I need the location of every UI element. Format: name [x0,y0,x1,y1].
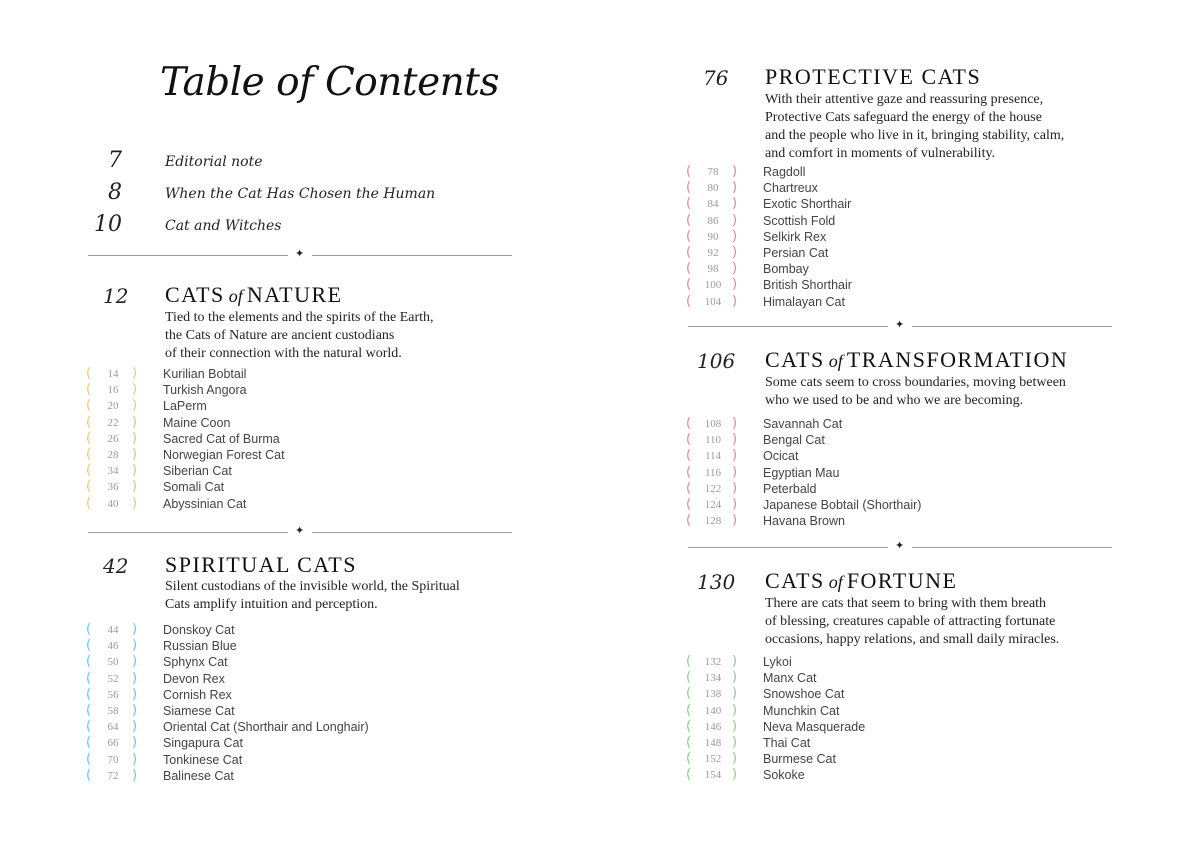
crescent-moon-right-icon: ) [132,398,138,414]
title-word: CATS [765,568,825,593]
entry-page-number: 80 [707,182,719,195]
entry-title: Norwegian Forest Cat [163,447,285,462]
entry-title: Burmese Cat [763,752,836,767]
entry-title: Sokoke [763,768,805,783]
entry-title: Thai Cat [763,735,811,750]
entry-title: British Shorthair [763,278,852,293]
entry-title: Siamese Cat [163,703,235,718]
entry-title: Lykoi [763,655,792,669]
section-page-number: 76 [703,66,729,90]
crescent-moon-right-icon: ) [732,513,738,529]
crescent-moon-right-icon: ) [732,277,738,293]
crescent-moon-left-icon: ( [86,767,92,783]
entry-title: Sacred Cat of Burma [163,431,280,446]
crescent-moon-left-icon: ( [686,261,692,277]
crescent-moon-left-icon: ( [86,670,92,686]
crescent-moon-right-icon: ) [732,670,738,686]
title-word: CATS [165,282,225,307]
entry-page-number: 28 [107,448,119,461]
entry-title: LaPerm [163,399,207,414]
star-ornament-icon: ✦ [295,247,305,260]
crescent-moon-left-icon: ( [86,398,92,414]
crescent-moon-right-icon: ) [132,670,138,686]
entry-title: Cornish Rex [163,687,232,702]
desc-line: Some cats seem to cross boundaries, moving between [765,375,1066,390]
crescent-moon-left-icon: ( [686,751,692,767]
page-title: Table of Contents [160,60,499,105]
entry-page-number: 124 [704,498,722,511]
entry-page-number: 36 [107,481,119,494]
section-divider [88,249,512,263]
crescent-moon-left-icon: ( [86,751,92,767]
crescent-moon-left-icon: ( [686,718,692,734]
entry-page-number: 148 [704,736,722,749]
crescent-moon-right-icon: ) [732,734,738,750]
section-page-number: 106 [697,349,736,373]
entry-page-number: 16 [107,384,119,397]
entry-page-number: 72 [107,769,119,782]
crescent-moon-right-icon: ) [732,464,738,480]
intro-title: When the Cat Has Chosen the Human [165,186,436,202]
crescent-moon-left-icon: ( [86,382,92,398]
intro-page-number: 7 [108,148,122,173]
crescent-moon-right-icon: ) [732,228,738,244]
entry-page-number: 138 [704,688,722,701]
entry-page-number: 92 [707,246,719,259]
desc-line: the Cats of Nature are ancient custodians [165,328,395,343]
entry-title: Havana Brown [763,514,845,529]
entry-page-number: 154 [704,769,722,782]
entry-page-number: 98 [707,263,719,276]
entry-page-number: 46 [107,640,119,653]
section-divider [88,526,512,540]
entry-page-number: 134 [704,672,722,685]
title-word: CATS [765,347,825,372]
crescent-moon-right-icon: ) [732,432,738,448]
entry-title: Singapura Cat [163,736,243,751]
crescent-moon-right-icon: ) [132,463,138,479]
crescent-moon-right-icon: ) [132,366,138,381]
entry-page-number: 140 [704,704,722,717]
crescent-moon-left-icon: ( [686,293,692,309]
entry-page-number: 34 [107,465,119,478]
entry-title: Kurilian Bobtail [163,367,247,381]
entry-page-number: 50 [107,656,119,669]
entry-page-number: 86 [707,214,719,227]
entry-title: Bengal Cat [763,433,825,448]
entry-title: Somali Cat [163,480,225,495]
entry-page-number: 64 [107,721,119,734]
desc-line: and the people who live in it, bringing stability, calm, [765,128,1065,143]
crescent-moon-right-icon: ) [732,244,738,260]
entry-page-number: 104 [704,295,722,308]
entry-title: Chartreux [763,181,818,196]
entry-page-number: 128 [704,515,722,528]
desc-line: of their connection with the natural world. [165,346,402,361]
entry-page-number: 90 [707,230,719,243]
entry-title: Balinese Cat [163,768,234,783]
crescent-moon-right-icon: ) [732,496,738,512]
section-page-number: 12 [103,284,129,308]
entry-page-number: 44 [107,624,119,636]
crescent-moon-left-icon: ( [686,244,692,260]
intro-page-number: 8 [108,180,122,205]
crescent-moon-left-icon: ( [686,702,692,718]
crescent-moon-left-icon: ( [86,638,92,654]
section-description [765,374,1066,410]
crescent-moon-right-icon: ) [732,767,738,783]
crescent-moon-right-icon: ) [132,767,138,783]
crescent-moon-right-icon: ) [732,751,738,767]
crescent-moon-left-icon: ( [86,463,92,479]
crescent-moon-right-icon: ) [132,686,138,702]
intro-title: Cat and Witches [165,218,282,234]
crescent-moon-right-icon: ) [732,654,738,669]
right-page [600,0,1200,847]
crescent-moon-left-icon: ( [686,164,692,179]
title-of: of [828,572,843,592]
entry-title: Egyptian Mau [763,465,840,480]
title-of: of [828,351,843,371]
entry-page-number: 56 [107,688,119,701]
crescent-moon-left-icon: ( [686,480,692,496]
title-of: of [228,286,243,306]
section-page-number: 42 [103,554,129,578]
crescent-moon-right-icon: ) [732,718,738,734]
intro-entry[interactable] [0,212,600,242]
crescent-moon-left-icon: ( [86,735,92,751]
intro-entry[interactable] [0,180,600,210]
entry-page-number: 22 [107,416,119,429]
entry-page-number: 52 [107,672,119,685]
entry-title: Savannah Cat [763,417,843,431]
entry-title: Abyssinian Cat [163,496,247,511]
crescent-moon-left-icon: ( [686,448,692,464]
section-description [165,578,460,614]
entry-page-number: 108 [704,418,722,430]
entry-title: Turkish Angora [163,383,247,398]
entry-page-number: 114 [704,450,722,463]
entry-page-number: 122 [704,482,722,495]
entry-page-number: 58 [107,704,119,717]
crescent-moon-right-icon: ) [132,414,138,430]
entry-title: Scottish Fold [763,213,836,228]
entry-page-number: 146 [704,720,722,733]
crescent-moon-left-icon: ( [686,432,692,448]
crescent-moon-right-icon: ) [132,751,138,767]
crescent-moon-left-icon: ( [86,414,92,430]
desc-line: of blessing, creatures capable of attracting fortunate [765,614,1056,629]
entry-title: Bombay [763,262,809,277]
desc-line: and comfort in moments of vulnerability. [765,146,996,161]
entry-page-number: 40 [107,497,119,510]
section-title-fortune[interactable] [765,568,957,594]
entry-page-number: 152 [704,753,722,766]
entry-title: Manx Cat [763,671,817,686]
crescent-moon-left-icon: ( [686,767,692,783]
crescent-moon-left-icon: ( [686,496,692,512]
section-divider [688,541,1112,555]
crescent-moon-right-icon: ) [732,702,738,718]
desc-line: Tied to the elements and the spirits of the Earth, [165,310,434,325]
entry-title: Donskoy Cat [163,623,235,637]
crescent-moon-left-icon: ( [86,495,92,511]
desc-line: occasions, happy relations, and small daily miracles. [765,632,1060,647]
entry-title: Persian Cat [763,245,829,260]
entry-title: Oriental Cat (Shorthair and Longhair) [163,720,369,735]
entry-page-number: 26 [107,432,119,445]
desc-line: who we used to be and who we are becoming. [765,393,1024,408]
crescent-moon-left-icon: ( [86,446,92,462]
crescent-moon-left-icon: ( [686,212,692,228]
crescent-moon-right-icon: ) [132,446,138,462]
title-word: TRANSFORMATION [846,347,1069,372]
section-page-number: 130 [697,570,736,594]
section-divider [688,320,1112,334]
entry-title: Maine Coon [163,415,231,430]
crescent-moon-right-icon: ) [132,719,138,735]
crescent-moon-left-icon: ( [686,654,692,669]
crescent-moon-right-icon: ) [132,622,138,637]
crescent-moon-right-icon: ) [732,196,738,212]
crescent-moon-right-icon: ) [732,416,738,431]
entry-title: Japanese Bobtail (Shorthair) [763,497,922,512]
desc-line: With their attentive gaze and reassuring presence, [765,92,1044,107]
section-title-transformation[interactable] [765,347,1068,373]
entry-title: Peterbald [763,481,817,496]
entry-title: Himalayan Cat [763,294,845,309]
crescent-moon-left-icon: ( [86,702,92,718]
entry-title: Sphynx Cat [163,655,228,670]
crescent-moon-right-icon: ) [132,735,138,751]
crescent-moon-right-icon: ) [732,480,738,496]
entry-title: Russian Blue [163,639,237,654]
entry-page-number: 20 [107,400,119,413]
desc-line: There are cats that seem to bring with them breath [765,596,1047,611]
crescent-moon-left-icon: ( [86,366,92,381]
entry-page-number: 84 [707,198,719,211]
crescent-moon-left-icon: ( [86,622,92,637]
entry-title: Selkirk Rex [763,229,827,244]
entry-page-number: 70 [107,753,119,766]
section-description [165,309,434,363]
crescent-moon-left-icon: ( [686,277,692,293]
entry-page-number: 132 [704,656,722,668]
section-description [765,595,1059,649]
crescent-moon-left-icon: ( [686,416,692,431]
crescent-moon-left-icon: ( [86,719,92,735]
crescent-moon-right-icon: ) [732,448,738,464]
title-word: NATURE [246,282,343,307]
crescent-moon-right-icon: ) [732,212,738,228]
entry-title: Snowshoe Cat [763,687,845,702]
entry-title: Devon Rex [163,671,225,686]
intro-entry[interactable] [0,148,600,178]
crescent-moon-left-icon: ( [686,670,692,686]
crescent-moon-left-icon: ( [86,479,92,495]
entry-title: Exotic Shorthair [763,197,852,212]
crescent-moon-left-icon: ( [686,196,692,212]
crescent-moon-left-icon: ( [86,430,92,446]
entry-page-number: 110 [704,434,722,447]
desc-line: Silent custodians of the invisible world, the Spiritual [165,579,460,594]
desc-line: Protective Cats safeguard the energy of the house [765,110,1042,125]
entry-title: Ragdoll [763,165,806,179]
crescent-moon-right-icon: ) [132,430,138,446]
star-ornament-icon: ✦ [895,318,905,331]
crescent-moon-left-icon: ( [686,734,692,750]
crescent-moon-left-icon: ( [686,464,692,480]
entry-title: Siberian Cat [163,464,232,479]
star-ornament-icon: ✦ [295,524,305,537]
entry-page-number: 66 [107,737,119,750]
crescent-moon-right-icon: ) [732,261,738,277]
section-title-spiritual[interactable]: SPIRITUAL CATS [165,552,357,577]
desc-line: Cats amplify intuition and perception. [165,597,378,612]
crescent-moon-left-icon: ( [686,686,692,702]
crescent-moon-left-icon: ( [86,686,92,702]
section-title-protective[interactable]: PROTECTIVE CATS [765,64,982,89]
crescent-moon-left-icon: ( [686,513,692,529]
crescent-moon-left-icon: ( [86,654,92,670]
crescent-moon-right-icon: ) [132,382,138,398]
crescent-moon-right-icon: ) [132,702,138,718]
entry-title: Neva Masquerade [763,719,866,734]
star-ornament-icon: ✦ [895,539,905,552]
section-description [765,91,1064,163]
entry-title: Ocicat [763,449,799,464]
crescent-moon-right-icon: ) [732,164,738,179]
section-title-nature[interactable] [165,282,343,308]
entry-page-number: 14 [107,368,119,380]
crescent-moon-left-icon: ( [686,180,692,196]
crescent-moon-right-icon: ) [132,495,138,511]
intro-title: Editorial note [165,154,263,170]
crescent-moon-right-icon: ) [132,479,138,495]
entry-page-number: 100 [704,279,722,292]
crescent-moon-right-icon: ) [732,293,738,309]
entry-page-number: 78 [707,166,719,178]
crescent-moon-left-icon: ( [686,228,692,244]
crescent-moon-right-icon: ) [132,638,138,654]
entry-title: Munchkin Cat [763,703,840,718]
entry-page-number: 116 [704,466,722,479]
crescent-moon-right-icon: ) [732,686,738,702]
crescent-moon-right-icon: ) [732,180,738,196]
intro-page-number: 10 [94,212,122,237]
entry-title: Tonkinese Cat [163,752,243,767]
title-word: FORTUNE [846,568,958,593]
crescent-moon-right-icon: ) [132,654,138,670]
